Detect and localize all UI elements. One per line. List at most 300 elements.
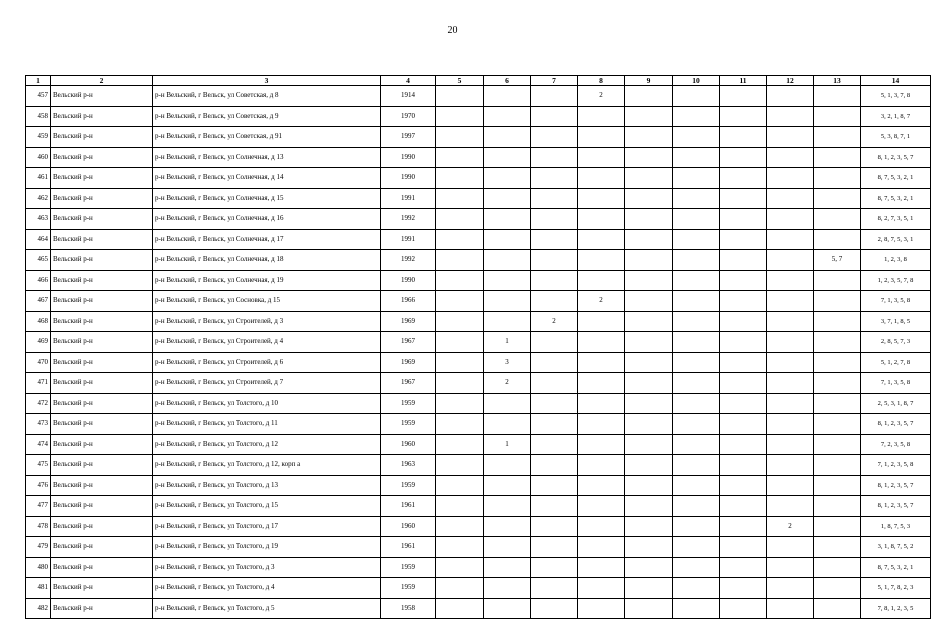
col8-cell <box>578 393 625 414</box>
col8-cell <box>578 434 625 455</box>
col5-cell <box>436 578 484 599</box>
col10-cell <box>673 598 720 619</box>
col13-cell <box>814 147 861 168</box>
district-cell: Вельский р-н <box>51 373 153 394</box>
address-cell: р-н Вельский, г Вельск, ул Толстого, д 15 <box>153 496 381 517</box>
column-header: 13 <box>814 76 861 86</box>
col7-cell <box>531 127 578 148</box>
row-number: 463 <box>26 209 51 230</box>
district-cell: Вельский р-н <box>51 496 153 517</box>
col9-cell <box>625 311 673 332</box>
col9-cell <box>625 86 673 107</box>
col6-cell: 1 <box>484 332 531 353</box>
col11-cell <box>720 373 767 394</box>
year-cell: 1966 <box>381 291 436 312</box>
col11-cell <box>720 352 767 373</box>
col6-cell <box>484 270 531 291</box>
col11-cell <box>720 106 767 127</box>
row-number: 458 <box>26 106 51 127</box>
table-row <box>26 188 931 209</box>
col9-cell <box>625 209 673 230</box>
col12-cell <box>767 127 814 148</box>
year-cell: 1914 <box>381 86 436 107</box>
col10-cell <box>673 537 720 558</box>
col14-cell: 8, 7, 5, 3, 2, 1 <box>861 188 931 209</box>
table-header <box>26 76 931 86</box>
col11-cell <box>720 291 767 312</box>
col9-cell <box>625 229 673 250</box>
district-cell: Вельский р-н <box>51 188 153 209</box>
year-cell: 1990 <box>381 168 436 189</box>
col10-cell <box>673 168 720 189</box>
address-cell: р-н Вельский, г Вельск, ул Строителей, д 7 <box>153 373 381 394</box>
data-table <box>25 75 931 619</box>
page-number: 20 <box>447 25 458 36</box>
district-cell: Вельский р-н <box>51 332 153 353</box>
col9-cell <box>625 475 673 496</box>
table-row <box>26 291 931 312</box>
column-header: 2 <box>51 76 153 86</box>
col5-cell <box>436 434 484 455</box>
row-number: 461 <box>26 168 51 189</box>
col13-cell <box>814 127 861 148</box>
col13-cell <box>814 557 861 578</box>
table-row <box>26 516 931 537</box>
col11-cell <box>720 455 767 476</box>
row-number: 464 <box>26 229 51 250</box>
col9-cell <box>625 250 673 271</box>
col11-cell <box>720 250 767 271</box>
table-row <box>26 229 931 250</box>
col13-cell: 5, 7 <box>814 250 861 271</box>
column-header: 6 <box>484 76 531 86</box>
col14-cell: 8, 7, 5, 3, 2, 1 <box>861 557 931 578</box>
col6-cell <box>484 557 531 578</box>
col6-cell <box>484 311 531 332</box>
table-row <box>26 168 931 189</box>
year-cell: 1969 <box>381 311 436 332</box>
col8-cell <box>578 188 625 209</box>
col6-cell: 3 <box>484 352 531 373</box>
col13-cell <box>814 332 861 353</box>
address-cell: р-н Вельский, г Вельск, ул Солнечная, д 13 <box>153 147 381 168</box>
col10-cell <box>673 455 720 476</box>
col12-cell <box>767 557 814 578</box>
col14-cell: 5, 1, 3, 7, 8 <box>861 86 931 107</box>
col10-cell <box>673 209 720 230</box>
col6-cell <box>484 455 531 476</box>
address-cell: р-н Вельский, г Вельск, ул Советская, д 9 <box>153 106 381 127</box>
address-cell: р-н Вельский, г Вельск, ул Солнечная, д 17 <box>153 229 381 250</box>
col14-cell: 2, 8, 5, 7, 3 <box>861 332 931 353</box>
col5-cell <box>436 455 484 476</box>
row-number: 479 <box>26 537 51 558</box>
col12-cell <box>767 598 814 619</box>
col14-cell: 5, 1, 7, 8, 2, 3 <box>861 578 931 599</box>
col11-cell <box>720 598 767 619</box>
district-cell: Вельский р-н <box>51 475 153 496</box>
col14-cell: 3, 7, 1, 8, 5 <box>861 311 931 332</box>
col11-cell <box>720 434 767 455</box>
col5-cell <box>436 537 484 558</box>
col13-cell <box>814 229 861 250</box>
col12-cell <box>767 291 814 312</box>
col14-cell: 3, 2, 1, 8, 7 <box>861 106 931 127</box>
col6-cell <box>484 86 531 107</box>
col14-cell: 7, 1, 2, 3, 5, 8 <box>861 455 931 476</box>
col11-cell <box>720 537 767 558</box>
row-number: 478 <box>26 516 51 537</box>
col6-cell <box>484 229 531 250</box>
col7-cell <box>531 332 578 353</box>
col6-cell <box>484 147 531 168</box>
address-cell: р-н Вельский, г Вельск, ул Толстого, д 4 <box>153 578 381 599</box>
col8-cell: 2 <box>578 291 625 312</box>
col7-cell <box>531 229 578 250</box>
col13-cell <box>814 598 861 619</box>
address-cell: р-н Вельский, г Вельск, ул Строителей, д 6 <box>153 352 381 373</box>
year-cell: 1990 <box>381 270 436 291</box>
table-row <box>26 455 931 476</box>
col11-cell <box>720 578 767 599</box>
col5-cell <box>436 291 484 312</box>
address-cell: р-н Вельский, г Вельск, ул Солнечная, д 15 <box>153 188 381 209</box>
col12-cell <box>767 434 814 455</box>
col7-cell <box>531 291 578 312</box>
col9-cell <box>625 393 673 414</box>
row-number: 482 <box>26 598 51 619</box>
col14-cell: 1, 8, 7, 5, 3 <box>861 516 931 537</box>
col12-cell <box>767 209 814 230</box>
col9-cell <box>625 332 673 353</box>
col7-cell <box>531 496 578 517</box>
table-row <box>26 373 931 394</box>
col6-cell <box>484 537 531 558</box>
col9-cell <box>625 516 673 537</box>
col5-cell <box>436 209 484 230</box>
year-cell: 1969 <box>381 352 436 373</box>
column-header: 10 <box>673 76 720 86</box>
col8-cell <box>578 311 625 332</box>
col8-cell <box>578 127 625 148</box>
col8-cell <box>578 496 625 517</box>
address-cell: р-н Вельский, г Вельск, ул Толстого, д 12 <box>153 434 381 455</box>
col8-cell <box>578 250 625 271</box>
col10-cell <box>673 229 720 250</box>
col6-cell <box>484 598 531 619</box>
col11-cell <box>720 475 767 496</box>
column-header: 7 <box>531 76 578 86</box>
col9-cell <box>625 127 673 148</box>
col11-cell <box>720 229 767 250</box>
col12-cell <box>767 229 814 250</box>
district-cell: Вельский р-н <box>51 147 153 168</box>
col8-cell <box>578 557 625 578</box>
row-number: 462 <box>26 188 51 209</box>
col14-cell: 8, 1, 2, 3, 5, 7 <box>861 475 931 496</box>
year-cell: 1961 <box>381 537 436 558</box>
col11-cell <box>720 127 767 148</box>
col10-cell <box>673 557 720 578</box>
address-cell: р-н Вельский, г Вельск, ул Солнечная, д 16 <box>153 209 381 230</box>
col12-cell <box>767 373 814 394</box>
table-row <box>26 311 931 332</box>
row-number: 465 <box>26 250 51 271</box>
year-cell: 1959 <box>381 578 436 599</box>
col12-cell <box>767 250 814 271</box>
col12-cell <box>767 578 814 599</box>
col6-cell <box>484 209 531 230</box>
column-header: 4 <box>381 76 436 86</box>
col10-cell <box>673 516 720 537</box>
address-cell: р-н Вельский, г Вельск, ул Сосновка, д 15 <box>153 291 381 312</box>
col8-cell <box>578 147 625 168</box>
col5-cell <box>436 311 484 332</box>
col10-cell <box>673 414 720 435</box>
col10-cell <box>673 106 720 127</box>
address-cell: р-н Вельский, г Вельск, ул Толстого, д 19 <box>153 537 381 558</box>
col5-cell <box>436 86 484 107</box>
col7-cell <box>531 414 578 435</box>
col9-cell <box>625 291 673 312</box>
row-number: 471 <box>26 373 51 394</box>
col14-cell: 1, 2, 3, 5, 7, 8 <box>861 270 931 291</box>
row-number: 466 <box>26 270 51 291</box>
col10-cell <box>673 86 720 107</box>
col12-cell <box>767 537 814 558</box>
col13-cell <box>814 209 861 230</box>
col14-cell: 1, 2, 3, 8 <box>861 250 931 271</box>
col12-cell <box>767 311 814 332</box>
column-header: 14 <box>861 76 931 86</box>
col14-cell: 5, 3, 8, 7, 1 <box>861 127 931 148</box>
col9-cell <box>625 455 673 476</box>
col11-cell <box>720 496 767 517</box>
col12-cell <box>767 414 814 435</box>
row-number: 473 <box>26 414 51 435</box>
col14-cell: 7, 1, 3, 5, 8 <box>861 291 931 312</box>
col13-cell <box>814 434 861 455</box>
col12-cell <box>767 147 814 168</box>
col7-cell <box>531 578 578 599</box>
col9-cell <box>625 557 673 578</box>
col9-cell <box>625 496 673 517</box>
col10-cell <box>673 475 720 496</box>
col5-cell <box>436 352 484 373</box>
col13-cell <box>814 475 861 496</box>
col6-cell <box>484 516 531 537</box>
col11-cell <box>720 393 767 414</box>
col7-cell <box>531 434 578 455</box>
col11-cell <box>720 557 767 578</box>
col10-cell <box>673 147 720 168</box>
col11-cell <box>720 516 767 537</box>
col8-cell <box>578 332 625 353</box>
row-number: 467 <box>26 291 51 312</box>
col12-cell <box>767 455 814 476</box>
col13-cell <box>814 578 861 599</box>
col10-cell <box>673 332 720 353</box>
col14-cell: 8, 1, 2, 3, 5, 7 <box>861 147 931 168</box>
year-cell: 1958 <box>381 598 436 619</box>
table-row <box>26 557 931 578</box>
col13-cell <box>814 414 861 435</box>
col14-cell: 3, 1, 8, 7, 5, 2 <box>861 537 931 558</box>
district-cell: Вельский р-н <box>51 516 153 537</box>
col6-cell <box>484 127 531 148</box>
col10-cell <box>673 270 720 291</box>
col6-cell <box>484 250 531 271</box>
table-row <box>26 147 931 168</box>
col10-cell <box>673 311 720 332</box>
col6-cell <box>484 291 531 312</box>
col7-cell <box>531 250 578 271</box>
col8-cell <box>578 455 625 476</box>
year-cell: 1959 <box>381 414 436 435</box>
col9-cell <box>625 168 673 189</box>
col13-cell <box>814 311 861 332</box>
col5-cell <box>436 475 484 496</box>
district-cell: Вельский р-н <box>51 86 153 107</box>
col13-cell <box>814 270 861 291</box>
address-cell: р-н Вельский, г Вельск, ул Толстого, д 17 <box>153 516 381 537</box>
address-cell: р-н Вельский, г Вельск, ул Солнечная, д 14 <box>153 168 381 189</box>
col11-cell <box>720 86 767 107</box>
col14-cell: 8, 2, 7, 3, 5, 1 <box>861 209 931 230</box>
header-row <box>26 76 931 86</box>
col8-cell <box>578 270 625 291</box>
row-number: 472 <box>26 393 51 414</box>
col12-cell <box>767 106 814 127</box>
address-cell: р-н Вельский, г Вельск, ул Строителей, д 3 <box>153 311 381 332</box>
col10-cell <box>673 352 720 373</box>
col7-cell <box>531 393 578 414</box>
table-row <box>26 434 931 455</box>
col11-cell <box>720 332 767 353</box>
year-cell: 1960 <box>381 516 436 537</box>
col12-cell <box>767 475 814 496</box>
district-cell: Вельский р-н <box>51 127 153 148</box>
year-cell: 1959 <box>381 393 436 414</box>
col13-cell <box>814 373 861 394</box>
year-cell: 1992 <box>381 250 436 271</box>
col5-cell <box>436 106 484 127</box>
column-header: 12 <box>767 76 814 86</box>
col6-cell: 2 <box>484 373 531 394</box>
col8-cell <box>578 578 625 599</box>
year-cell: 1963 <box>381 455 436 476</box>
col8-cell <box>578 352 625 373</box>
col5-cell <box>436 393 484 414</box>
address-cell: р-н Вельский, г Вельск, ул Толстого, д 11 <box>153 414 381 435</box>
col12-cell <box>767 352 814 373</box>
col10-cell <box>673 578 720 599</box>
col8-cell <box>578 373 625 394</box>
col5-cell <box>436 496 484 517</box>
year-cell: 1961 <box>381 496 436 517</box>
col8-cell <box>578 516 625 537</box>
table-row <box>26 496 931 517</box>
col6-cell <box>484 188 531 209</box>
col7-cell <box>531 557 578 578</box>
col13-cell <box>814 393 861 414</box>
col8-cell: 2 <box>578 86 625 107</box>
col13-cell <box>814 537 861 558</box>
district-cell: Вельский р-н <box>51 393 153 414</box>
district-cell: Вельский р-н <box>51 598 153 619</box>
row-number: 457 <box>26 86 51 107</box>
col9-cell <box>625 106 673 127</box>
col7-cell <box>531 475 578 496</box>
address-cell: р-н Вельский, г Вельск, ул Толстого, д 3 <box>153 557 381 578</box>
address-cell: р-н Вельский, г Вельск, ул Солнечная, д 18 <box>153 250 381 271</box>
district-cell: Вельский р-н <box>51 578 153 599</box>
row-number: 469 <box>26 332 51 353</box>
col12-cell <box>767 188 814 209</box>
col5-cell <box>436 414 484 435</box>
col5-cell <box>436 147 484 168</box>
col5-cell <box>436 598 484 619</box>
col7-cell <box>531 168 578 189</box>
district-cell: Вельский р-н <box>51 291 153 312</box>
year-cell: 1992 <box>381 209 436 230</box>
col7-cell: 2 <box>531 311 578 332</box>
year-cell: 1970 <box>381 106 436 127</box>
col5-cell <box>436 557 484 578</box>
col7-cell <box>531 373 578 394</box>
col5-cell <box>436 250 484 271</box>
address-cell: р-н Вельский, г Вельск, ул Толстого, д 13 <box>153 475 381 496</box>
address-cell: р-н Вельский, г Вельск, ул Советская, д 8 <box>153 86 381 107</box>
col9-cell <box>625 147 673 168</box>
table-row <box>26 209 931 230</box>
col7-cell <box>531 455 578 476</box>
col12-cell: 2 <box>767 516 814 537</box>
column-header: 9 <box>625 76 673 86</box>
col7-cell <box>531 516 578 537</box>
table-row <box>26 598 931 619</box>
col10-cell <box>673 250 720 271</box>
address-cell: р-н Вельский, г Вельск, ул Строителей, д 4 <box>153 332 381 353</box>
col8-cell <box>578 229 625 250</box>
col5-cell <box>436 168 484 189</box>
table-row <box>26 270 931 291</box>
column-header: 8 <box>578 76 625 86</box>
row-number: 477 <box>26 496 51 517</box>
row-number: 460 <box>26 147 51 168</box>
col9-cell <box>625 352 673 373</box>
column-header: 5 <box>436 76 484 86</box>
year-cell: 1960 <box>381 434 436 455</box>
col8-cell <box>578 168 625 189</box>
col11-cell <box>720 270 767 291</box>
column-header: 1 <box>26 76 51 86</box>
col9-cell <box>625 188 673 209</box>
col10-cell <box>673 188 720 209</box>
column-header: 11 <box>720 76 767 86</box>
address-cell: р-н Вельский, г Вельск, ул Толстого, д 12, корп а <box>153 455 381 476</box>
table-row <box>26 332 931 353</box>
district-cell: Вельский р-н <box>51 537 153 558</box>
district-cell: Вельский р-н <box>51 229 153 250</box>
col12-cell <box>767 496 814 517</box>
col9-cell <box>625 434 673 455</box>
col13-cell <box>814 496 861 517</box>
col14-cell: 7, 2, 3, 5, 8 <box>861 434 931 455</box>
col10-cell <box>673 291 720 312</box>
table-row <box>26 475 931 496</box>
col9-cell <box>625 598 673 619</box>
